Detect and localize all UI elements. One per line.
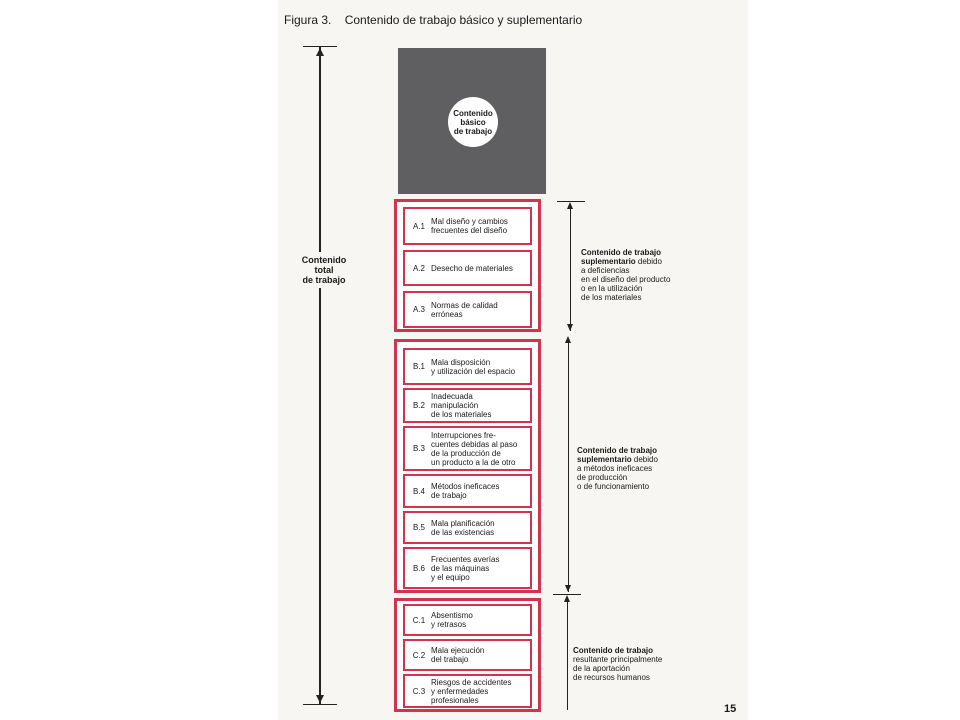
item-code: B.1 bbox=[412, 362, 425, 371]
item-a3 bbox=[403, 291, 532, 328]
item-code: B.6 bbox=[412, 563, 425, 573]
item-b3 bbox=[403, 426, 532, 471]
figure-title bbox=[284, 13, 582, 27]
item-b2 bbox=[403, 388, 532, 423]
item-code: A.3 bbox=[412, 305, 425, 314]
item-text: Interrupciones fre- cuentes debidas al paso de la producción de un producto a la de otro bbox=[431, 430, 518, 467]
figure-number: Figura 3. bbox=[284, 13, 332, 27]
item-b5 bbox=[403, 511, 532, 544]
item-a2 bbox=[403, 250, 532, 286]
item-text: Frecuentes averías de las máquinas y el equipo bbox=[431, 554, 500, 582]
item-text: Mala disposición y utilización del espacio bbox=[431, 357, 516, 376]
bracket-a-down-head bbox=[567, 324, 573, 331]
group-b-label bbox=[577, 437, 658, 491]
total-arrow-line bbox=[319, 46, 321, 704]
group-c-box bbox=[394, 598, 541, 712]
page-number: 15 bbox=[724, 703, 737, 715]
item-a1 bbox=[403, 207, 532, 245]
total-content-label: Contenido total de trabajo bbox=[296, 252, 352, 288]
bracket-b-down-head bbox=[565, 585, 571, 592]
bracket-a-line bbox=[570, 205, 571, 331]
group-b-label-rest: debido a métodos ineficaces de producción o de funcionamiento bbox=[577, 455, 658, 491]
item-code: B.4 bbox=[412, 486, 425, 496]
bracket-c-line bbox=[567, 598, 568, 710]
basic-content-circle bbox=[448, 97, 498, 147]
item-c3 bbox=[403, 674, 532, 708]
group-b-box bbox=[394, 339, 541, 593]
group-a-box bbox=[394, 199, 541, 332]
group-a-label bbox=[581, 239, 670, 302]
item-text: Normas de calidad erróneas bbox=[431, 300, 498, 319]
item-text: Mala planificación de las existencias bbox=[431, 518, 495, 537]
item-text: Mal diseño y cambios frecuentes del diseño bbox=[431, 217, 508, 235]
item-code: B.2 bbox=[412, 401, 425, 410]
item-code: C.2 bbox=[412, 650, 426, 660]
group-c-label-rest: resultante principalmente de la aportación de recursos humanos bbox=[573, 655, 663, 682]
item-b6 bbox=[403, 547, 532, 589]
figure-caption: Contenido de trabajo básico y suplementario bbox=[344, 13, 583, 27]
item-code: A.1 bbox=[412, 221, 425, 231]
item-text: Inadecuada manipulación de los materiales bbox=[431, 392, 492, 419]
group-a-label-bold: Contenido de trabajo suplementario bbox=[581, 248, 661, 266]
group-c-label bbox=[573, 637, 662, 682]
group-a-label-rest: debido a deficiencias en el diseño del producto o en la utilización de los materiales bbox=[581, 257, 671, 302]
item-b1 bbox=[403, 348, 532, 385]
total-arrow-up-head bbox=[316, 48, 324, 56]
item-c2 bbox=[403, 639, 532, 671]
group-b-label-bold: Contenido de trabajo suplementario bbox=[577, 446, 657, 464]
group-c-label-bold: Contenido de trabajo bbox=[573, 646, 653, 655]
item-text: Absentismo y retrasos bbox=[431, 611, 473, 629]
item-text: Mala ejecución del trabajo bbox=[431, 646, 485, 664]
item-code: B.5 bbox=[412, 523, 425, 532]
total-arrow-down-head bbox=[316, 695, 324, 703]
item-text: Desecho de materiales bbox=[431, 263, 513, 273]
item-text: Riesgos de accidentes y enfermedades profesionales bbox=[431, 677, 512, 705]
item-code: A.2 bbox=[412, 263, 425, 273]
item-b4 bbox=[403, 474, 532, 508]
item-code: C.1 bbox=[412, 615, 426, 625]
item-code: C.3 bbox=[412, 686, 426, 696]
basic-content-label: Contenido básico de trabajo bbox=[453, 108, 493, 136]
item-code: B.3 bbox=[412, 444, 425, 453]
total-arrow-bottom-cap bbox=[303, 704, 337, 705]
item-c1 bbox=[403, 604, 532, 636]
item-text: Métodos ineficaces de trabajo bbox=[431, 482, 500, 500]
bracket-b-line bbox=[568, 339, 569, 592]
